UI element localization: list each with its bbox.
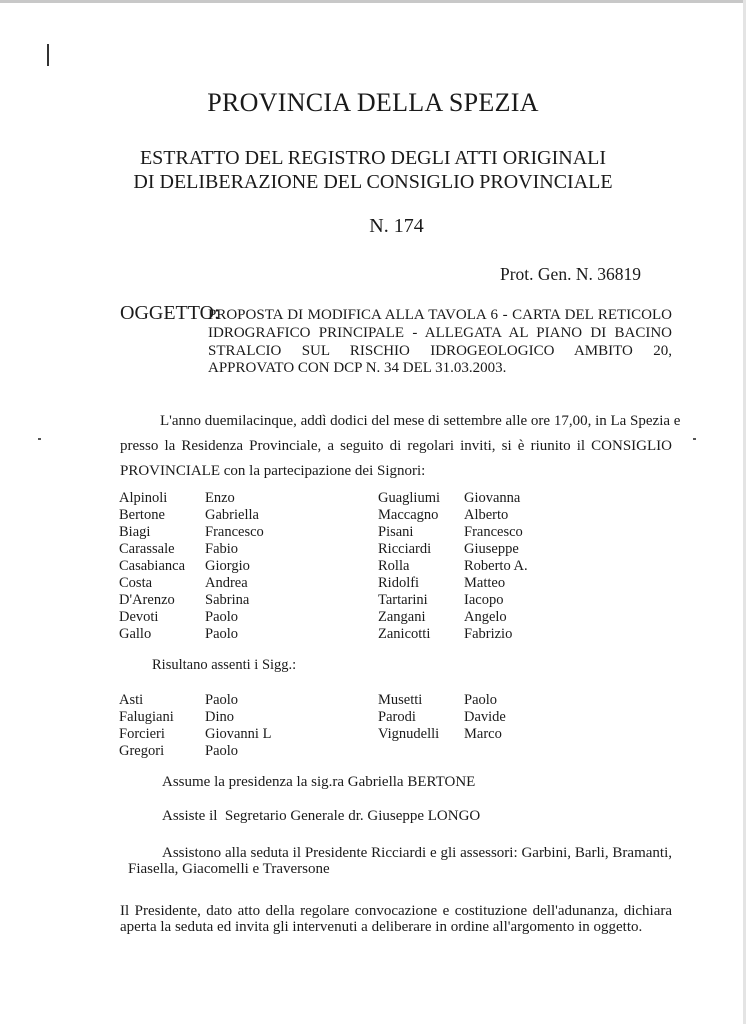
surname: Zangani: [378, 609, 426, 625]
assessors-line-1: Assistono alla seduta il Presidente Ricciardi e gli assessori: Garbini, Barli, Bramanti,: [162, 845, 672, 861]
first-name: Paolo: [205, 609, 239, 625]
surname: Costa: [119, 575, 153, 591]
first-name: Dino: [205, 709, 234, 725]
first-name: Matteo: [464, 575, 506, 591]
first-name: Fabio: [205, 541, 239, 557]
absent-names-right: [464, 692, 506, 743]
present-surnames-right: [378, 490, 440, 643]
first-name: Giorgio: [205, 558, 250, 574]
scan-speck: [38, 438, 41, 440]
first-name: Gabriella: [205, 507, 259, 523]
first-name: Fabrizio: [464, 626, 513, 642]
surname: D'Arenzo: [119, 592, 175, 608]
absent-surnames-left: [119, 692, 174, 760]
first-name: Francesco: [464, 524, 523, 540]
first-name: Andrea: [205, 575, 248, 591]
first-name: Paolo: [205, 743, 239, 759]
surname: Vignudelli: [378, 726, 440, 742]
first-name: Giuseppe: [464, 541, 519, 557]
surname: Forcieri: [119, 726, 165, 742]
absent-surnames-right: [378, 692, 439, 743]
absent-names-left: [205, 692, 271, 760]
surname: Tartarini: [378, 592, 428, 608]
surname: Pisani: [378, 524, 414, 540]
first-name: Alberto: [464, 507, 509, 523]
subtitle-line-2: DI DELIBERAZIONE DEL CONSIGLIO PROVINCIALE: [133, 171, 613, 193]
document-title: PROVINCIA DELLA SPEZIA: [207, 88, 539, 117]
protocol-number: Prot. Gen. N. 36819: [500, 264, 641, 284]
subject-line: APPROVATO CON DCP N. 34 DEL 31.03.2003.: [208, 360, 507, 376]
first-name: Davide: [464, 709, 506, 725]
scan-mark: [47, 44, 49, 66]
surname: Alpinoli: [119, 490, 168, 506]
surname: Ricciardi: [378, 541, 432, 557]
first-name: Paolo: [205, 626, 239, 642]
subject-line: IDROGRAFICO PRINCIPALE - ALLEGATA AL PIANO DI BACINO: [208, 325, 672, 341]
absent-label: Risultano assenti i Sigg.:: [152, 657, 297, 673]
first-name: Angelo: [464, 609, 507, 625]
surname: Maccagno: [378, 507, 439, 523]
intro-line-1: L'anno duemilacinque, addì dodici del mese di settembre alle ore 17,00, in La Spezia e: [160, 413, 681, 429]
deliberation-number: N. 174: [369, 215, 424, 237]
surname: Devoti: [119, 609, 159, 625]
surname: Falugiani: [119, 709, 174, 725]
secretary-line: Assiste il Segretario Generale dr. Giuseppe LONGO: [162, 808, 481, 824]
subject-label: OGGETTO:: [120, 302, 220, 324]
closing-line-2: aperta la seduta ed invita gli intervenuti a deliberare in ordine all'argomento in oggetto.: [120, 919, 643, 935]
surname: Biagi: [119, 524, 151, 540]
first-name: Giovanni L: [205, 726, 272, 742]
intro-line-3: PROVINCIALE con la partecipazione dei Signori:: [120, 463, 426, 479]
scan-edge-top: [0, 0, 746, 3]
surname: Rolla: [378, 558, 410, 574]
first-name: Marco: [464, 726, 502, 742]
surname: Zanicotti: [378, 626, 431, 642]
first-name: Paolo: [205, 692, 239, 708]
closing-line-1: Il Presidente, dato atto della regolare convocazione e costituzione dell'adunanza, dichiara: [120, 903, 672, 919]
scan-speck: [693, 438, 696, 440]
surname: Casabianca: [119, 558, 186, 574]
subtitle-line-1: ESTRATTO DEL REGISTRO DEGLI ATTI ORIGINALI: [139, 147, 607, 169]
surname: Ridolfi: [378, 575, 420, 591]
present-surnames-left: [119, 490, 185, 643]
present-names-left: [205, 490, 264, 643]
surname: Musetti: [378, 692, 423, 708]
subject-line: STRALCIO SUL RISCHIO IDROGEOLOGICO AMBITO 20,: [208, 343, 672, 359]
first-name: Enzo: [205, 490, 235, 506]
first-name: Giovanna: [464, 490, 521, 506]
surname: Parodi: [378, 709, 416, 725]
subject-line: PROPOSTA DI MODIFICA ALLA TAVOLA 6 - CARTA DEL RETICOLO: [208, 307, 672, 323]
surname: Guagliumi: [378, 490, 441, 506]
presidency-line: Assume la presidenza la sig.ra Gabriella BERTONE: [162, 774, 476, 790]
present-names-right: [464, 490, 528, 643]
surname: Asti: [119, 692, 144, 708]
first-name: Francesco: [205, 524, 264, 540]
surname: Bertone: [119, 507, 165, 523]
surname: Gallo: [119, 626, 152, 642]
first-name: Roberto A.: [464, 558, 528, 574]
intro-line-2: presso la Residenza Provinciale, a seguito di regolari inviti, si è riunito il CONSIGLIO: [120, 438, 672, 454]
surname: Gregori: [119, 743, 165, 759]
first-name: Paolo: [464, 692, 498, 708]
first-name: Iacopo: [464, 592, 504, 608]
first-name: Sabrina: [205, 592, 250, 608]
surname: Carassale: [119, 541, 175, 557]
assessors-line-2: Fiasella, Giacomelli e Traversone: [128, 861, 330, 877]
